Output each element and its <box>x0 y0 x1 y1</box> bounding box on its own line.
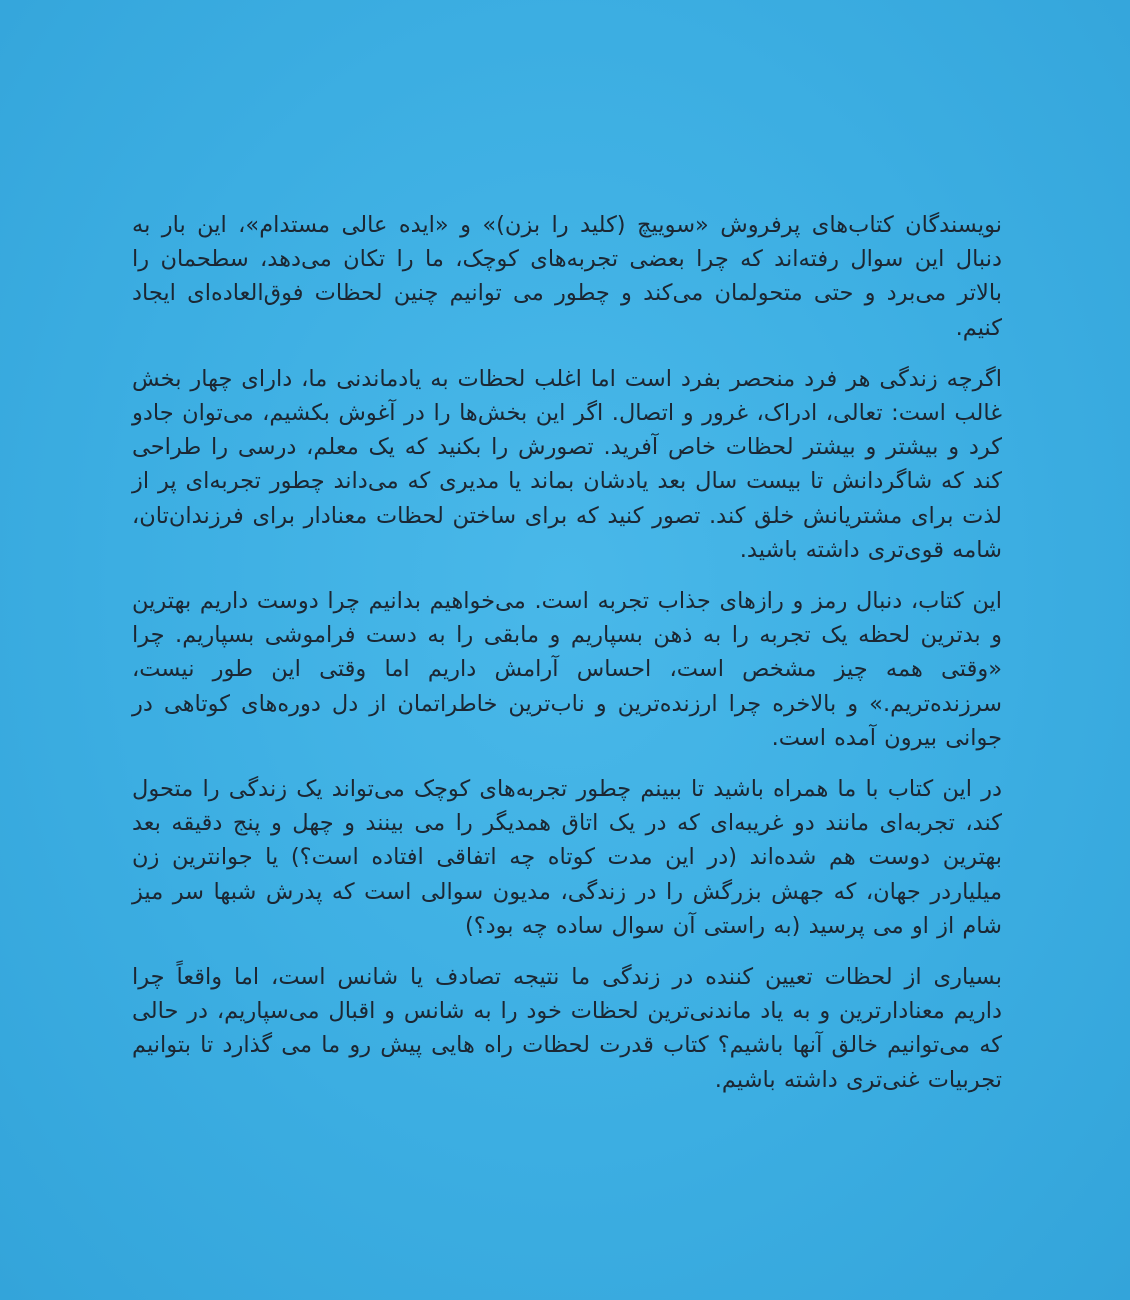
blurb-paragraph-1: نویسندگان کتاب‌های پرفروش «سوییچ (کلید را بزن)» و «ایده عالی مستدام»، این بار به دنبال این سوال رفته‌اند که چرا بعضی تجربه‌های کوچک، ما را تکان می‌دهد، سطحمان را بالاتر می‌برد و حتی متحولمان می‌کند و چطور می توانیم چنین لحظات فوق‌العاده‌ای ایجاد کنیم. <box>132 212 1002 341</box>
blurb-paragraph-5: بسیاری از لحظات تعیین کننده در زندگی ما نتیجه تصادف یا شانس است، اما واقعاً چرا داریم معنادارترین و به یاد ماندنی‌ترین لحظات خود را به شانس و اقبال می‌سپاریم، در حالی که می‌توانیم خالق آنها باشیم؟ کتاب قدرت لحظات راه هایی پیش رو ما می گذارد تا بتوانیم تجربیات غنی‌تری داشته باشیم. <box>132 964 1002 1093</box>
blurb-paragraph-2: اگرچه زندگی هر فرد منحصر بفرد است اما اغلب لحظات به یادماندنی ما، دارای چهار بخش غالب است: تعالی، ادراک، غرور و اتصال. اگر این بخش‌ها را در آغوش بکشیم، می‌توان جادو کرد و بیشتر و بیشتر لحظات خاص آفرید. تصورش را بکنید که یک معلم، درسی را طراحی کند که شاگردانش تا بیست سال بعد یادشان بماند یا مدیری که می‌داند چطور تجربه‌ای پر از لذت برای مشتریانش خلق کند. تصور کنید که برای ساختن لحظات معنادار برای فرزندان‌تان، شامه قوی‌تری داشته باشید. <box>132 365 1002 563</box>
blurb-paragraph-3: این کتاب، دنبال رمز و رازهای جذاب تجربه است. می‌خواهیم بدانیم چرا دوست داریم بهترین و بدترین لحظه یک تجربه را به ذهن بسپاریم و مابقی را به دست فراموشی بسپاریم. چرا «وقتی همه چیز مشخص است، احساس آرامش داریم اما وقتی این طور نیست، سرزنده‌تریم.» و بالاخره چرا ارزنده‌ترین و ناب‌ترین خاطراتمان از دل دوره‌های کوتاهی در جوانی بیرون آمده است. <box>132 588 1002 751</box>
blurb-paragraph-4: در این کتاب با ما همراه باشید تا ببینم چطور تجربه‌های کوچک می‌تواند یک زندگی را متحول کند، تجربه‌ای مانند دو غریبه‌ای که در یک اتاق همدیگر را می بینند و چهل و پنج دقیقه بعد بهترین دوست هم شده‌اند (در این مدت کوتاه چه اتفاقی افتاده است؟) یا جوانترین زن میلیاردر جهان، که جهش بزرگش را در زندگی، مدیون سوالی است که پدرش شبها سر میز شام از او می پرسید (به راستی آن سوال ساده چه بود؟) <box>132 776 1002 939</box>
back-cover-blurb <box>132 208 1002 1114</box>
